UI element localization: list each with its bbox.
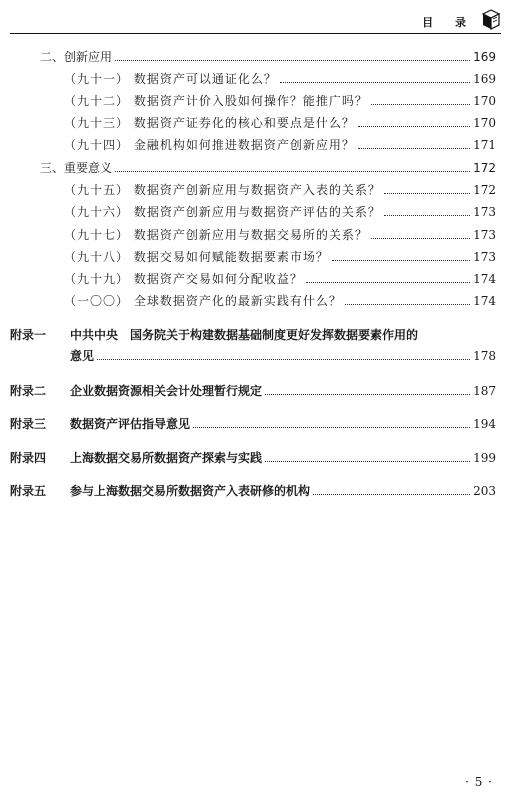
toc-page-number: 173 [473, 250, 496, 264]
toc-page-number: 171 [473, 138, 496, 152]
toc-question-entry[interactable] [64, 249, 496, 265]
appendix-title: 中共中央 国务院关于构建数据基础制度更好发挥数据要素作用的 [70, 328, 419, 342]
dot-leader [265, 461, 470, 462]
toc-appendix-entry[interactable] [10, 327, 496, 364]
toc-page-number: 172 [473, 183, 496, 197]
toc-question-title: （九十三） 数据资产证券化的核心和要点是什么？ [64, 116, 355, 130]
dot-leader [193, 427, 470, 428]
toc-page-number: 203 [473, 484, 496, 498]
toc-question-entry[interactable] [64, 182, 496, 198]
toc-question-entry[interactable] [64, 71, 496, 87]
toc-page-number: 169 [473, 50, 496, 64]
dot-leader [280, 82, 470, 83]
appendix-title: 上海数据交易所数据资产探索与实践 [70, 451, 263, 465]
toc-question-entry[interactable] [64, 271, 496, 287]
toc-question-title: （九十九） 数据资产交易如何分配收益？ [64, 272, 303, 286]
toc-appendix-entry[interactable] [10, 416, 496, 432]
dot-leader [358, 148, 470, 149]
appendix-number: 附录五 [10, 484, 47, 498]
dot-leader [384, 215, 470, 216]
toc-page-number: 194 [473, 417, 496, 431]
toc-question-title: （九十八） 数据交易如何赋能数据要素市场？ [64, 250, 329, 264]
dot-leader [115, 171, 470, 172]
toc-appendix-entry[interactable] [10, 483, 496, 499]
toc-page-number: 172 [473, 161, 496, 175]
dot-leader [345, 304, 470, 305]
toc-question-entry[interactable] [64, 137, 496, 153]
dot-leader [313, 494, 470, 495]
toc-section-entry[interactable] [40, 49, 496, 65]
dot-leader [265, 394, 470, 395]
toc-question-title: （九十六） 数据资产创新应用与数据资产评估的关系？ [64, 205, 381, 219]
toc-appendix-entry[interactable] [10, 450, 496, 466]
toc-section-title: 三、重要意义 [40, 161, 113, 175]
appendix-title: 数据资产评估指导意见 [70, 417, 191, 431]
toc-question-entry[interactable] [64, 204, 496, 220]
dot-leader [358, 126, 470, 127]
toc-question-title: （九十四） 金融机构如何推进数据资产创新应用？ [64, 138, 355, 152]
toc-question-entry[interactable] [64, 115, 496, 131]
toc-section-title: 二、创新应用 [40, 50, 113, 64]
toc-page-number: 187 [473, 384, 496, 398]
header-title: 目 录 [422, 16, 475, 29]
toc-question-title: （九十七） 数据资产创新应用与数据交易所的关系？ [64, 228, 368, 242]
appendix-title: 参与上海数据交易所数据资产入表研修的机构 [70, 484, 311, 498]
toc-question-title: （一〇〇） 全球数据资产化的最新实践有什么？ [64, 294, 342, 308]
toc-page-number: 169 [473, 72, 496, 86]
toc-page-number: 174 [473, 272, 496, 286]
dot-leader [371, 238, 470, 239]
toc-question-entry[interactable] [64, 293, 496, 309]
dot-leader [306, 282, 470, 283]
page-number: · 5 · [465, 775, 493, 789]
toc-question-title: （九十二） 数据资产计价入股如何操作？能推广吗？ [64, 94, 368, 108]
toc-page-number: 173 [473, 228, 496, 242]
toc-page-number: 174 [473, 294, 496, 308]
dot-leader [332, 260, 470, 261]
toc-page-number: 178 [473, 349, 496, 363]
appendix-number: 附录四 [10, 451, 47, 465]
appendix-title: 企业数据资源相关会计处理暂行规定 [70, 384, 263, 398]
dot-leader [115, 60, 470, 61]
toc-section-entry[interactable] [40, 160, 496, 176]
toc-page-number: 199 [473, 451, 496, 465]
toc-page-number: 170 [473, 94, 496, 108]
dot-leader [371, 104, 470, 105]
appendix-number: 附录一 [10, 328, 47, 342]
appendix-title-continued: 意见 [70, 349, 95, 363]
toc-appendix-entry[interactable] [10, 383, 496, 399]
toc-question-title: （九十一） 数据资产可以通证化么？ [64, 72, 277, 86]
dot-leader [384, 193, 470, 194]
toc-question-entry[interactable] [64, 93, 496, 109]
toc-question-entry[interactable] [64, 227, 496, 243]
appendix-number: 附录二 [10, 384, 47, 398]
dot-leader [97, 359, 470, 360]
toc-question-title: （九十五） 数据资产创新应用与数据资产入表的关系？ [64, 183, 381, 197]
toc-page-number: 173 [473, 205, 496, 219]
appendix-number: 附录三 [10, 417, 47, 431]
toc-page-number: 170 [473, 116, 496, 130]
